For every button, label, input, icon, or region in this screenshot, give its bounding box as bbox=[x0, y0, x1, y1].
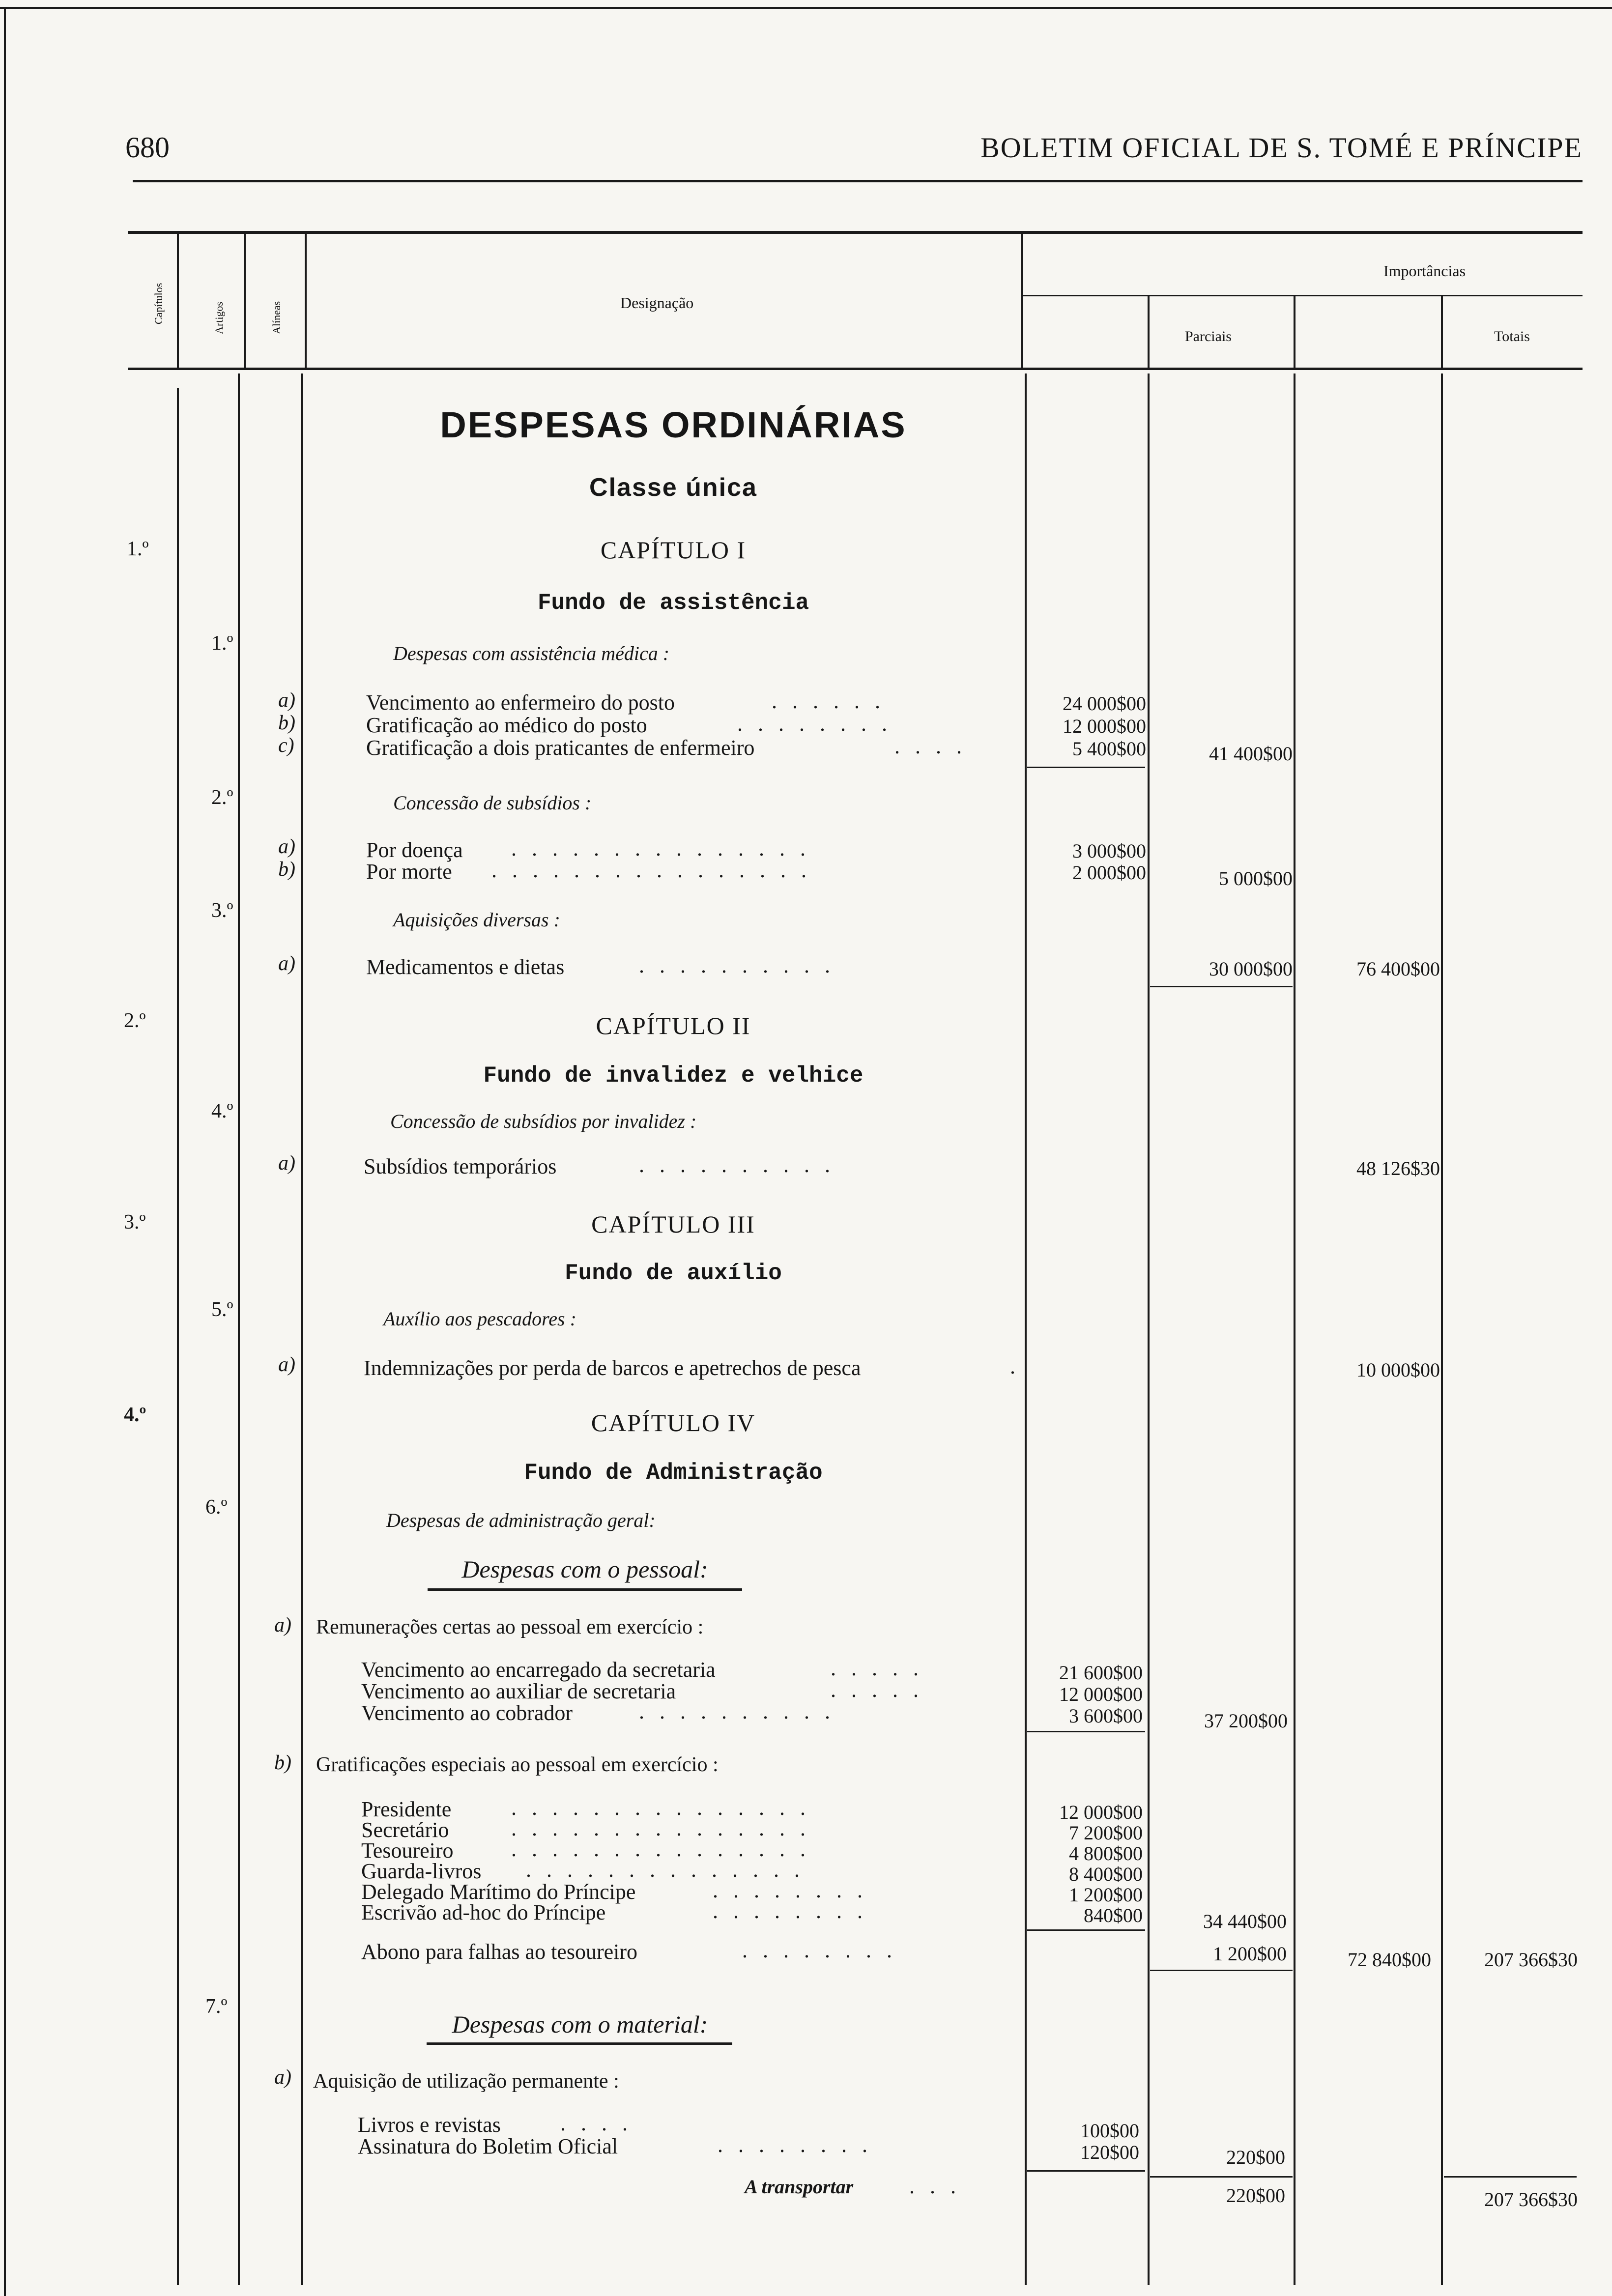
group-heading: Despesas com o material: bbox=[452, 2010, 708, 2038]
sum-rule bbox=[1150, 986, 1293, 987]
item-mark: c) bbox=[278, 734, 294, 757]
item-mark: a) bbox=[274, 2066, 291, 2089]
fund-title: Fundo de Administração bbox=[524, 1460, 823, 1486]
leader-dots: . . . . . . . . . . bbox=[639, 1153, 835, 1177]
sum-rule bbox=[1150, 2176, 1293, 2178]
page-number: 680 bbox=[125, 131, 170, 164]
leader-dots: . . . . . bbox=[831, 1678, 923, 1702]
table-top-rule bbox=[128, 231, 1583, 234]
sub-item-label: Vencimento ao auxiliar de secretaria bbox=[361, 1679, 676, 1703]
leader-dots: . bbox=[1010, 1354, 1015, 1378]
item-mark: a) bbox=[278, 835, 295, 858]
chapter-title: CAPÍTULO III bbox=[591, 1210, 755, 1238]
sub-item-value: 12 000$00 bbox=[1059, 1683, 1143, 1705]
article-heading: Despesas com assistência médica : bbox=[393, 642, 670, 664]
article-number: 6.º bbox=[205, 1496, 228, 1519]
item-label: Remunerações certas ao pessoal em exercício : bbox=[316, 1616, 704, 1638]
item-label: Aquisição de utilização permanente : bbox=[313, 2070, 619, 2093]
item-mark: a) bbox=[278, 952, 295, 975]
item-label: Por doença bbox=[366, 838, 463, 862]
subtotal-value: 34 440$00 bbox=[1203, 1910, 1287, 1932]
section-title: DESPESAS ORDINÁRIAS bbox=[440, 404, 907, 445]
item-value: 5 400$00 bbox=[1072, 738, 1146, 760]
leader-dots: . . . . . bbox=[831, 1656, 923, 1680]
item-value: 24 000$00 bbox=[1063, 692, 1146, 715]
col-rule bbox=[1148, 373, 1150, 2285]
item-label: Vencimento ao enfermeiro do posto bbox=[366, 690, 675, 715]
chapter-number: 3.º bbox=[124, 1211, 146, 1234]
col-rule bbox=[177, 388, 179, 2285]
col-rule bbox=[244, 234, 246, 368]
abono-value: 1 200$00 bbox=[1213, 1943, 1287, 1965]
col-rule bbox=[1441, 295, 1443, 368]
article-heading: Despesas de administração geral: bbox=[386, 1509, 656, 1531]
col-rule bbox=[1294, 373, 1295, 2285]
header-capitulos: Capítulos bbox=[152, 283, 165, 324]
item-value: 3 000$00 bbox=[1072, 840, 1146, 862]
sub-item-label: Delegado Marítimo do Príncipe bbox=[361, 1880, 636, 1904]
leader-dots: . . . . . . . . . . . . . . . bbox=[511, 1816, 810, 1840]
sub-item-label: Tesoureiro bbox=[361, 1838, 454, 1863]
leader-dots: . . . . . . . . . . . . . . . . bbox=[491, 858, 811, 882]
item-mark: b) bbox=[278, 858, 295, 881]
sub-item-value: 8 400$00 bbox=[1069, 1863, 1143, 1885]
article-number: 5.º bbox=[211, 1298, 233, 1321]
header-importancias: Importâncias bbox=[1383, 262, 1466, 280]
sub-item-label: Vencimento ao cobrador bbox=[361, 1701, 573, 1725]
leader-dots: . . . . . . . . . . . . . . bbox=[526, 1858, 805, 1882]
article-number: 7.º bbox=[205, 1995, 228, 2018]
item-value: 2 000$00 bbox=[1072, 861, 1146, 884]
sub-item-value: 840$00 bbox=[1084, 1904, 1143, 1926]
sub-item-value: 3 600$00 bbox=[1069, 1705, 1143, 1727]
header-designacao: Designação bbox=[620, 294, 694, 312]
chapter-number: 1.º bbox=[127, 538, 149, 560]
carry-forward-label: A transportar bbox=[745, 2176, 854, 2198]
carry-forward-parcial: 220$00 bbox=[1226, 2184, 1285, 2207]
leader-dots: . . . . . . . . bbox=[713, 1899, 867, 1923]
chapter-title: CAPÍTULO II bbox=[596, 1012, 751, 1039]
article-number: 2.º bbox=[211, 786, 233, 809]
carry-forward-total: 207 366$30 bbox=[1484, 2188, 1578, 2210]
leader-dots: . . . . . . . . bbox=[718, 2133, 872, 2157]
chapter-total: 48 126$30 bbox=[1356, 1157, 1440, 1179]
sum-rule bbox=[1444, 2176, 1577, 2178]
article-heading: Concessão de subsídios : bbox=[393, 792, 592, 814]
chapter-number: 4.º bbox=[124, 1404, 146, 1426]
subtotal-value: 37 200$00 bbox=[1204, 1710, 1288, 1732]
sub-item-label: Assinatura do Boletim Oficial bbox=[358, 2134, 618, 2158]
chapter-title: CAPÍTULO IV bbox=[591, 1409, 756, 1436]
header-rule bbox=[133, 180, 1583, 182]
leader-dots: . . . . . . . . bbox=[737, 712, 892, 736]
chapter-number: 2.º bbox=[124, 1009, 146, 1032]
sub-item-label: Secretário bbox=[361, 1818, 449, 1842]
col-rule bbox=[1441, 373, 1443, 2285]
item-mark: a) bbox=[278, 689, 295, 712]
sub-item-value: 12 000$00 bbox=[1059, 1801, 1143, 1823]
chapter-total: 10 000$00 bbox=[1356, 1359, 1440, 1381]
item-label: Medicamentos e dietas bbox=[366, 955, 565, 979]
item-label: Por morte bbox=[366, 860, 452, 884]
subtotal-value: 5 000$00 bbox=[1219, 867, 1293, 890]
header-parciais: Parciais bbox=[1185, 328, 1232, 344]
item-mark: b) bbox=[278, 712, 295, 734]
article-number: 1.º bbox=[211, 632, 233, 655]
item-label: Subsídios temporários bbox=[364, 1154, 557, 1178]
fund-title: Fundo de assistência bbox=[537, 590, 809, 616]
item-label: Gratificações especiais ao pessoal em exercício : bbox=[316, 1753, 719, 1776]
sub-item-value: 7 200$00 bbox=[1069, 1822, 1143, 1844]
leader-dots: . . . . . . . . . . . . . . . bbox=[511, 1796, 810, 1820]
sum-rule bbox=[1027, 767, 1145, 768]
subtotal-value: 41 400$00 bbox=[1209, 743, 1293, 765]
leader-dots: . . . . bbox=[560, 2111, 633, 2135]
item-mark: a) bbox=[278, 1353, 295, 1376]
col-rule bbox=[301, 373, 303, 2285]
article-number: 4.º bbox=[211, 1100, 233, 1122]
col-rule bbox=[177, 234, 179, 368]
header-alineas: Alíneas bbox=[270, 301, 283, 334]
header-totais: Totais bbox=[1494, 328, 1530, 344]
sum-rule bbox=[1027, 2170, 1145, 2172]
sub-item-label: Presidente bbox=[361, 1797, 452, 1821]
col-rule bbox=[1294, 295, 1295, 368]
article-number: 3.º bbox=[211, 899, 233, 922]
table-header-bottom-rule bbox=[128, 368, 1583, 370]
grand-total: 207 366$30 bbox=[1484, 1949, 1578, 1971]
sub-item-label: Guarda-livros bbox=[361, 1859, 482, 1883]
left-border bbox=[4, 7, 6, 2296]
importancias-rule bbox=[1021, 295, 1583, 296]
leader-dots: . . . . . . bbox=[772, 689, 885, 713]
item-mark: b) bbox=[274, 1751, 291, 1774]
sub-item-value: 120$00 bbox=[1080, 2141, 1139, 2163]
sub-item-value: 4 800$00 bbox=[1069, 1842, 1143, 1865]
leader-dots: . . . bbox=[909, 2174, 961, 2198]
article-total: 72 840$00 bbox=[1348, 1949, 1431, 1971]
col-rule bbox=[305, 234, 307, 368]
chapter-title: CAPÍTULO I bbox=[600, 536, 747, 564]
article-heading: Concessão de subsídios por invalidez : bbox=[390, 1110, 697, 1132]
sum-rule bbox=[1027, 1731, 1145, 1732]
sub-item-value: 1 200$00 bbox=[1069, 1884, 1143, 1906]
group-underline bbox=[428, 1588, 742, 1591]
page-title: BOLETIM OFICIAL DE S. TOMÉ E PRÍNCIPE bbox=[980, 132, 1583, 164]
fund-title: Fundo de invalidez e velhice bbox=[483, 1063, 864, 1089]
leader-dots: . . . . . . . . bbox=[713, 1878, 867, 1902]
leader-dots: . . . . . . . . . . bbox=[639, 953, 835, 977]
sub-item-label: Livros e revistas bbox=[358, 2113, 501, 2137]
sub-item-label: Abono para falhas ao tesoureiro bbox=[361, 1940, 638, 1964]
leader-dots: . . . . . . . . bbox=[742, 1938, 897, 1962]
item-mark: a) bbox=[278, 1152, 295, 1175]
item-mark: a) bbox=[274, 1614, 291, 1636]
header-artigos: Artigos bbox=[213, 302, 225, 334]
sum-rule bbox=[1027, 1929, 1145, 1931]
top-border bbox=[0, 7, 1612, 9]
sum-rule bbox=[1150, 1970, 1293, 1971]
col-rule bbox=[1148, 295, 1150, 368]
col-rule bbox=[1021, 234, 1023, 368]
sub-item-value: 100$00 bbox=[1080, 2120, 1139, 2142]
sub-item-label: Escrivão ad-hoc do Príncipe bbox=[361, 1900, 606, 1924]
sub-item-label: Vencimento ao encarregado da secretaria bbox=[361, 1658, 716, 1682]
leader-dots: . . . . . . . . . . . . . . . bbox=[511, 836, 810, 861]
item-label: Gratificação a dois praticantes de enfermeiro bbox=[366, 736, 755, 760]
article-heading: Auxílio aos pescadores : bbox=[383, 1308, 576, 1330]
leader-dots: . . . . . . . . . . . . . . . bbox=[511, 1837, 810, 1861]
item-label: Indemnizações por perda de barcos e apetrechos de pesca bbox=[364, 1356, 861, 1380]
item-value: 30 000$00 bbox=[1209, 958, 1293, 980]
col-rule bbox=[238, 373, 240, 2285]
col-rule bbox=[1025, 373, 1027, 2285]
section-subtitle: Classe única bbox=[589, 473, 757, 502]
chapter-total: 76 400$00 bbox=[1356, 958, 1440, 980]
item-label: Gratificação ao médico do posto bbox=[366, 713, 647, 737]
sub-item-value: 21 600$00 bbox=[1059, 1662, 1143, 1684]
group-underline bbox=[427, 2042, 732, 2045]
fund-title: Fundo de auxílio bbox=[565, 1261, 782, 1286]
leader-dots: . . . . bbox=[894, 734, 967, 758]
item-value: 12 000$00 bbox=[1063, 715, 1146, 737]
article-heading: Aquisições diversas : bbox=[393, 909, 560, 931]
subtotal-value: 220$00 bbox=[1226, 2146, 1285, 2168]
leader-dots: . . . . . . . . . . bbox=[639, 1699, 835, 1723]
group-heading: Despesas com o pessoal: bbox=[461, 1555, 708, 1583]
